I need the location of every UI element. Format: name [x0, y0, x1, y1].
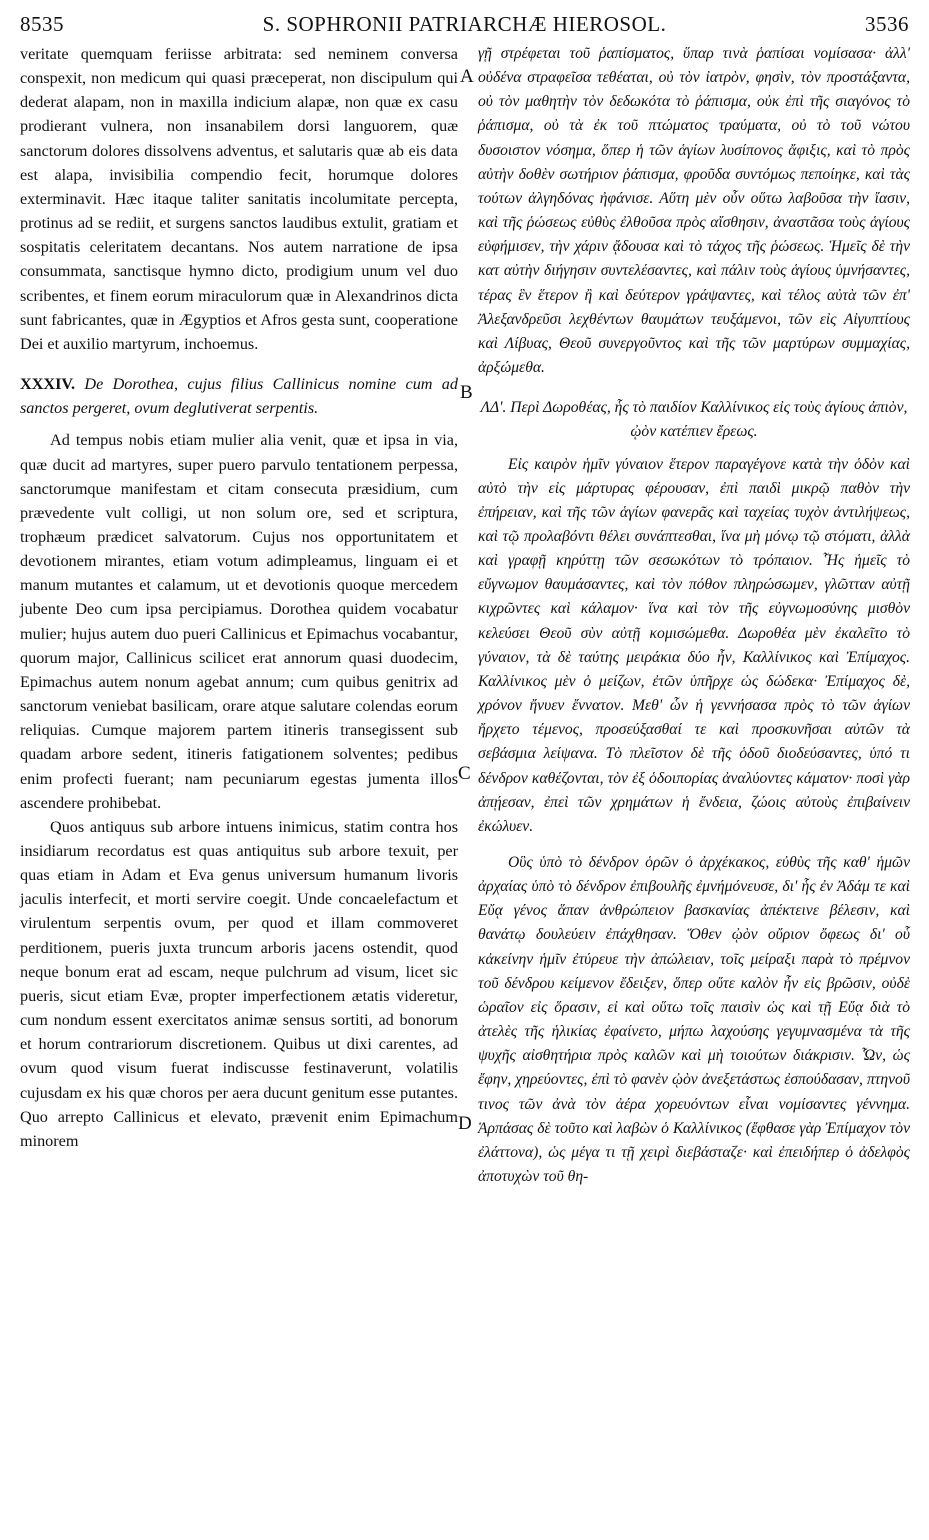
margin-marker-c: C — [458, 763, 471, 784]
page-number-left: 8535 — [20, 12, 64, 36]
margin-marker-d: D — [458, 1113, 472, 1134]
latin-paragraph-2: Ad tempus nobis etiam mulier alia venit, quæ et ipsa in via, quæ ducit ad martyres, super puero parvulo tentationem perpessa, sanctorumque manifestam et citam consecuta præsidium, cum prævedente vult colligi, ut non solum ore, sed et scriptura, trophæum prædicet salvatorum. Cujus nos opportunitatem et devotionem mirantes, etiam votum adimpleamus, linguam ei et manum mutantes et calamum, ut et devotionis quoque mercedem jubente Deo cum ipsa percipiamus. Dorothea quidem vocabatur mulier; hujus autem duo pueri Callinicus et Epimachus vocabantur, quorum major, Callinicus scilicet erat annorum quasi duodecim, Epimachus autem nonum agebat annum; cum quibus genitrix ad sanctorum veniebat basilicam, orare atque salutare colendas eorum reliquias. Cumque majorem partem itineris transegissent sub quadam arbore sedent, itineris fatigationem solventes; pedibus enim profecti fuerant; nam pecuniarum egestas jumenta illos ascendere prohibebat. — [20, 431, 458, 812]
running-title: S. SOPHRONII PATRIARCHÆ HIEROSOL. — [262, 12, 667, 36]
greek-paragraph-2: Εἰς καιρὸν ἡμῖν γύναιον ἕτερον παραγέγονε κατὰ τὴν ὁδὸν καὶ αὐτὸ τὴν εἰς μάρτυρας φέρουσαν, ἐπὶ παιδὶ μικρῷ παθὸν τὴν ἐπήρειαν, καὶ τῆς τῶν ἁγίων φανερᾶς καὶ ταχείας τυχὸν ἀντιλήψεως, καὶ τῷ προλαβόντι θέλει συνάπτεσθαι, ἵνα μὴ μόνῳ τῷ στόματι, ἀλλὰ καὶ γραφῇ κηρύττῃ τῶν σεσωκότων τὸ τρόπαιον. Ἧς ἡμεῖς τὸ εὔγνωμον θαυμάσαντες, καὶ τὸν πόθον πληρώσωμεν, γλῶτταν αὐτῇ κιχρῶντες καὶ κάλαμον· ἵνα καὶ τὸν τῆς εὐγνωμοσύνης μισθὸν κελεύσει Θεοῦ σὺν αὐτῇ κομισώμεθα. Δωροθέα μὲν ἐκαλεῖτο τὸ γύναιον, τὰ δὲ ταύτης μειράκια δύο ἦν, Καλλίνικος καὶ Ἐπίμαχος. Καλλίνικος μὲν ὁ μείζων, ἐτῶν ὑπῆρχε ὡς δώδεκα· Ἐπίμαχος δὲ, χρόνον ἤνυεν ἔννατον. Μεθ' ὧν ἡ γεννήσασα πρὸς τὸ τῶν ἁγίων ἤρχετο τέμενος, προσεύξασθαί τε καὶ προσκυνῆσαι αὐτῶν τὰ σεβάσμια λείψανα. Τὸ πλεῖστον δὲ τῆς ὁδοῦ διοδεύσαντες, ὑπό τι δένδρον καθέζονται, τὸν ἐξ ὁδοιπορίας ἀναλύοντες κάματον· ποσὶ γὰρ ἀπῄεσαν, ἐπεὶ τῶν χρημάτων ἡ ἔνδεια, ζώοις αὐτοὺς ἐπιβαίνειν ἐκώλυεν. — [478, 455, 910, 835]
greek-paragraph-3: Οὓς ὑπὸ τὸ δένδρον ὁρῶν ὁ ἀρχέκακος, εὐθὺς τῆς καθ' ἡμῶν ἀρχαίας ὑπὸ τὸ δένδρον ἐπιβουλῆς ἐμνήμόνευσε, δι' ἧς ἐν Ἀδάμ τε καὶ Εὔᾳ γένος ἅπαν ἀνθρώπειον βασκανίας ἀπέκτεινε βέλεσιν, καὶ θανάτῳ δουλεύειν ἐπάχθησαν. Ὅθεν ᾠὸν οὔριον ὄφεως δι' οὗ κἀκείνην ἡμῖν ἐτύρευε τὴν ἀπώλειαν, τοῖς μείραξι παρὰ τὸ πρέμνον τοῦ δένδρου κείμενον ἔδειξεν, ὅπερ οὔτε καλὸν ἦν εἰς βρῶσιν, οὐδὲ ὡραῖον εἰς ὅρασιν, εἰ καὶ οὕτω τοῖς παισὶν ὡς καὶ τῇ Εὔᾳ διὰ τὸ ἀτελὲς τῆς ἡλικίας ἐφαίνετο, μήπω λαχούσης γεγυμνασμένα τὰ τῆς ψυχῆς αἰσθητήρια πρὸς καλῶν καὶ μὴ τοιούτων διάκρισιν. Ὧν, ὡς ἔφην, χηρεύοντες, ἐπὶ τὸ φανὲν ᾠὸν ἀνεξετάστως ἐσπούδασαν, πτηνοῦ τινος τῶν ἀνὰ τὸν ἀέρα χορευόντων εἶναι νομίσαντες γέννημα. Ἁρπάσας δὲ τοῦτο καὶ λαβὼν ὁ Καλλίνικος (ἔφθασε γὰρ Ἐπίμαχον τὸν ἐλάττονα), ὡς μέγα τι τῇ χειρὶ διεβάσταζε· καὶ ἐπειδήπερ ὁ ἀδελφὸς ἀποτυχὼν τοῦ θη- — [478, 854, 910, 1186]
margin-marker-b: B — [460, 382, 473, 403]
greek-column — [478, 42, 910, 1189]
greek-section-title: ΛΔ'. Περὶ Δωροθέας, ἧς τὸ παιδίον Καλλίνικος εἰς τοὺς ἁγίους ἀπιὸν, ᾠὸν κατέπιεν ἔρεως. — [480, 399, 908, 441]
latin-section-number: XXXIV. — [20, 375, 76, 394]
greek-paragraph-1: γῇ στρέφεται τοῦ ῥαπίσματος, ὕπαρ τινὰ ῥαπίσαι νομίσασα· ἀλλ' οὐδένα στραφεῖσα τεθέαται, οὐ τὸν ἰατρὸν, φησὶν, τὸν προστάξαντα, οὐ τὸν μαθητὴν τὸν δεδωκότα τὸ ῥάπισμα, οὐκ ἐπὶ τῆς σιαγόνος τὸ ῥάπισμα, οὐ τὰ ἐκ τοῦ πτώματος τραύματα, οὐ τὸ τοῦ νώτου δυσοιστον νόσημα, ὅπερ ἡ τῶν ἁγίων λυσίπονος ἄφιξις, καὶ τὸ πρὸς αὐτὴν δοθὲν σωτήριον ῥάπισμα, φροῦδα συντόμως πεποίηκε, καὶ τὰς τούτων ἀλγηδόνας ἠφάνισε. Αὕτη μὲν οὖν οὕτω λαβοῦσα τὴν ἴασιν, καὶ τῆς ῥώσεως εὐθὺς ἐλθοῦσα πρὸς αἴσθησιν, ἀναστᾶσα τοὺς ἁγίους εὐφήμισεν, τὴν χάριν ᾄδουσα καὶ τὸ τάχος τῆς ῥώσεως. Ἡμεῖς δὲ τὴν κατ αὐτὴν διήγησιν συντελέσαντες, καὶ πάλιν τοὺς ἁγίους ὑμνήσαντες, τέρας ἓν ἕτερον ἢ καὶ δεύτερον γράψαντες, καὶ τέλος αὐτὰ τῶν ἐπ' Ἀλεξανδρεῦσι λεχθέντων θαυμάτων τευξάμενοι, τῶν εἰς Αἰγυπτίους καὶ Λίβυας, Θεοῦ συνεργοῦντος καὶ τῆς τῶν μαρτύρων συμμαχίας, ἀρξώμεθα. — [478, 45, 910, 377]
latin-section-title: De Dorothea, cujus filius Callinicus nomine cum ad sanctos pergeret, ovum deglutiverat serpentis. — [20, 375, 458, 418]
latin-column — [20, 42, 458, 1153]
margin-marker-a: A — [460, 66, 474, 87]
page-number-right: 3536 — [865, 12, 909, 36]
latin-paragraph-1: veritate quemquam feriisse arbitrata: sed neminem conversa conspexit, non medicum qui quasi præceperat, non discipulum qui dederat alapam, non in maxilla indicium alapæ, non quæ ex casu prodierant vulnera, non insanabilem dorsi languorem, quæ sanctorum dolores dissolvens adventus, et salutaris quæ ab eis data est alapa, invisibilia compendio fecit, horumque dolores exterminavit. Hæc itaque taliter sanitatis incolumitate percepta, protinus ad se rediit, et surgens sanctos laudibus extulit, gratiam et sospitatis celeritatem decantans. Nos autem narratione de ipsa consummata, sanctisque hymno dicto, prodigium unum vel duo scribentes, et finem eorum miraculorum quæ in Alexandrinos dicta sunt fabricantes, quæ in Ægyptios et Afros gesta sunt, cooperatione Dei et auxilio martyrum, inchoemus. — [20, 45, 458, 353]
running-header — [0, 0, 929, 46]
latin-section-heading — [20, 372, 458, 420]
latin-paragraph-3: Quos antiquus sub arbore intuens inimicus, statim contra hos insidiarum recordatus est quas antiquitus sub arbore texuit, per quas etiam in Adam et Eva genus universum humanum livoris jaculis interfecit, et morti servire coegit. Unde concaelefactum et virulentum serpentis ovum, per quod et illam commoveret perditionem, pueris juxta truncum arboris jacens ostendit, quod neque bonum erat ad escam, neque pulchrum ad visum, licet sic pueris, sicut etiam Evæ, propter imperfectionem ætatis videretur, cum nondum essent exercitatos animæ sensus sortiti, ad bonorum et horum contrariorum discretionem. Quibus ut dixi carentes, ad ovum quod visum fuerat indiscusse festinaverunt, volatilis cujusdam ex his quæ choros per aera ducunt genitum esse putantes. Quo arrepto Callinicus et elevato, prævenit enim Epimachum minorem — [20, 817, 458, 1150]
